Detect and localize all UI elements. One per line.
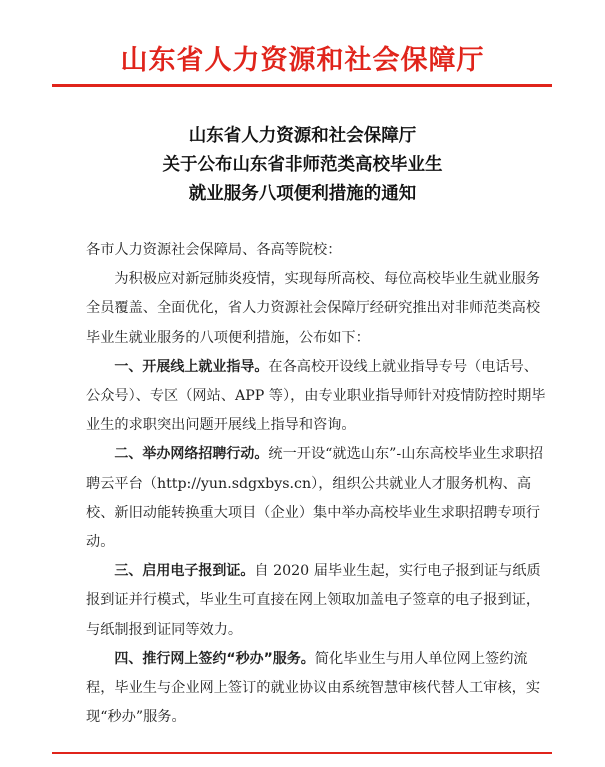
footer-red-rule (52, 752, 552, 754)
document-header-org: 山东省人力资源和社会保障厅 (120, 45, 485, 76)
notice-body (86, 236, 546, 732)
measure-item-4 (86, 645, 546, 733)
measure-item-3-body: 自 2020 届毕业生起，实行电子报到证与纸质报到证并行模式，毕业生可直接在网上领取加盖电子签章的电子报到证，与纸制报到证同等效力。 (86, 563, 541, 638)
measure-item-3 (86, 557, 546, 645)
measure-item-2-lead: 二、举办网络招聘行动。 (114, 446, 269, 463)
notice-title-line-1: 山东省人力资源和社会保障厅 (188, 126, 417, 146)
intro-paragraph: 为积极应对新冠肺炎疫情，实现每所高校、每位高校毕业生就业服务全员覆盖、全面优化，省人力资源社会保障厅经研究推出对非师范类高校毕业生就业服务的八项便利措施，公布如下： (86, 271, 541, 346)
measure-item-4-body: 简化毕业生与用人单位网上签约流程，毕业生与企业网上签订的就业协议由系统智慧审核代替人工审核，实现“秒办”服务。 (86, 650, 541, 726)
header-red-rule (52, 84, 552, 87)
notice-title-line-3: 就业服务八项便利措施的通知 (188, 184, 417, 204)
measure-item-3-lead: 三、启用电子报到证。 (114, 563, 255, 580)
measure-item-1-lead: 一、开展线上就业指导。 (114, 358, 269, 375)
measure-item-2 (86, 440, 546, 557)
measure-item-4-lead: 四、推行网上签约“秒办”服务。 (114, 650, 315, 667)
measure-item-1-body: 在各高校开设线上就业指导专号（电话号、公众号）、专区（网站、APP 等），由专业职业指导师针对疫情防控时期毕业生的求职突出问题开展线上指导和咨询。 (86, 358, 546, 434)
notice-title-line-2: 关于公布山东省非师范类高校毕业生 (162, 155, 443, 175)
salutation: 各市人力资源社会保障局、各高等院校： (86, 242, 342, 258)
measure-item-1 (86, 353, 546, 441)
notice-title (0, 122, 605, 209)
measure-item-2-body: 统一开设“就选山东”-山东高校毕业生求职招聘云平台（http://yun.sdgxbys.cn），组织公共就业人才服务机构、高校、新旧动能转换重大项目（企业）集中举办高校毕业生求职招聘专项行动。 (86, 446, 544, 551)
